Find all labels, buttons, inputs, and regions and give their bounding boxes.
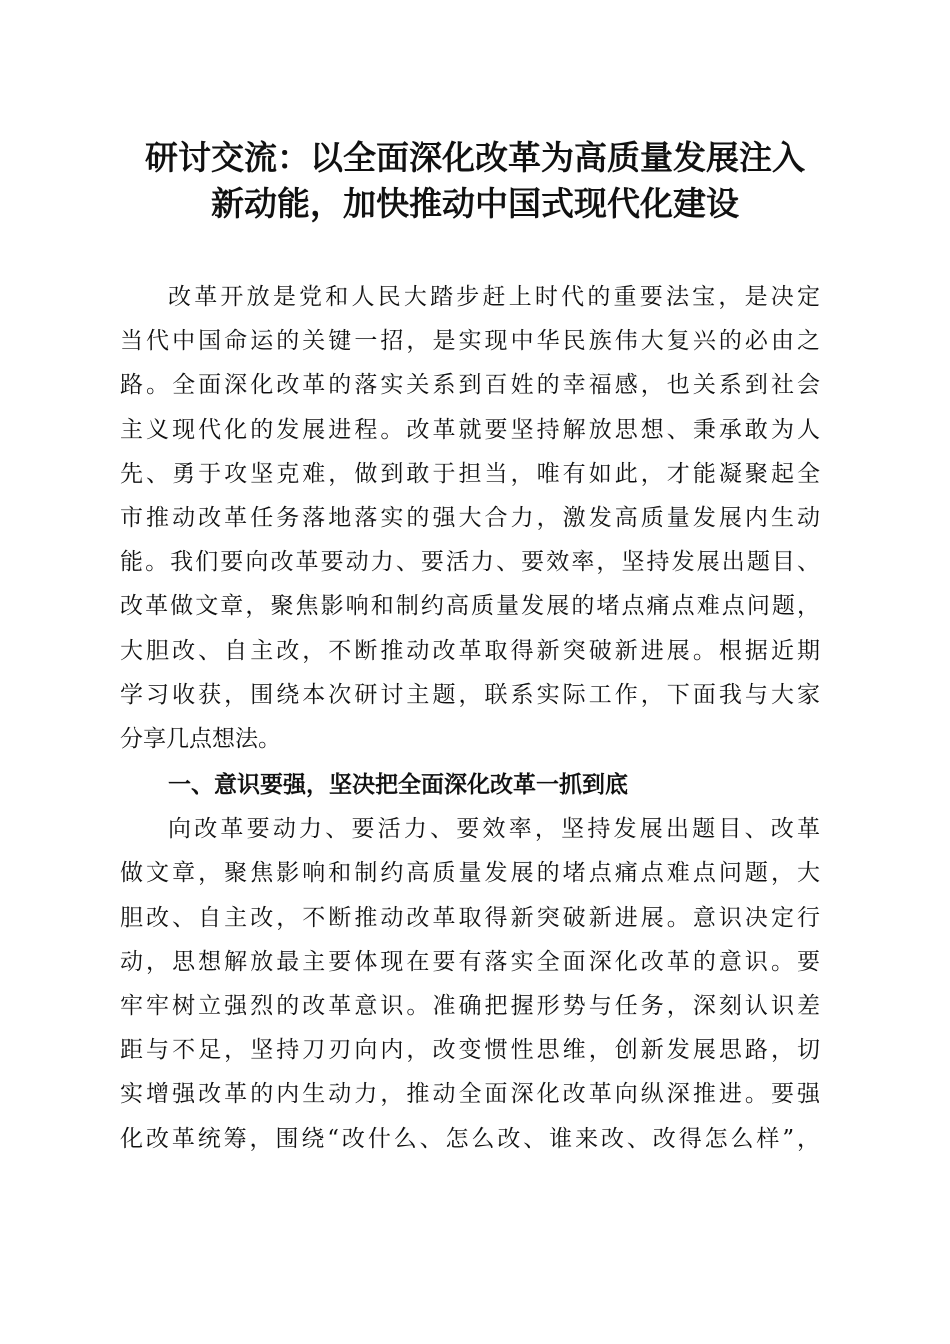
- paragraph-section1: [120, 807, 820, 1161]
- text-line: 做文章，聚焦影响和制约高质量发展的堵点痛点难点问题，大: [120, 860, 820, 887]
- text-line: 学习收获，围绕本次研讨主题，联系实际工作，下面我与大家: [120, 681, 820, 708]
- text-line: 主义现代化的发展进程。改革就要坚持解放思想、秉承敢为人: [120, 416, 820, 443]
- text-line: 大胆改、自主改，不断推动改革取得新突破新进展。根据近期: [120, 637, 820, 664]
- text-line: 向改革要动力、要活力、要效率，坚持发展出题目、改革: [168, 816, 820, 843]
- title-line: 新动能，加快推动中国式现代化建设: [211, 184, 739, 223]
- text-line: 路。全面深化改革的落实关系到百姓的幸福感，也关系到社会: [120, 372, 820, 399]
- text-line: 化改革统筹，围绕“改什么、怎么改、谁来改、改得怎么样”，: [120, 1125, 820, 1152]
- text-line: 距与不足，坚持刀刃向内，改变惯性思维，创新发展思路，切: [120, 1037, 820, 1064]
- text-line: 实增强改革的内生动力，推动全面深化改革向纵深推进。要强: [120, 1081, 820, 1108]
- text-line: 市推动改革任务落地落实的强大合力，激发高质量发展内生动: [120, 504, 820, 531]
- text-line: 改革做文章，聚焦影响和制约高质量发展的堵点痛点难点问题，: [120, 593, 820, 620]
- text-line: 先、勇于攻坚克难，做到敢于担当，唯有如此，才能凝聚起全: [120, 460, 820, 487]
- text-line: 牢牢树立强烈的改革意识。准确把握形势与任务，深刻认识差: [120, 993, 820, 1019]
- text-line: 分享几点想法。: [120, 725, 281, 752]
- document-title: [110, 135, 840, 227]
- text-line: 动，思想解放最主要体现在要有落实全面深化改革的意识。要: [120, 948, 820, 975]
- document-body: [120, 275, 820, 1161]
- paragraph-intro: [120, 275, 820, 761]
- text-line: 胆改、自主改，不断推动改革取得新突破新进展。意识决定行: [120, 904, 820, 931]
- text-line: 改革开放是党和人民大踏步赶上时代的重要法宝，是决定: [168, 284, 820, 310]
- text-line: 能。我们要向改革要动力、要活力、要效率，坚持发展出题目、: [120, 549, 820, 576]
- title-line: 研讨交流：以全面深化改革为高质量发展注入: [145, 138, 805, 177]
- text-line: 当代中国命运的关键一招，是实现中华民族伟大复兴的必由之: [120, 328, 820, 355]
- section-heading: 一、意识要强，坚决把全面深化改革一抓到底: [168, 772, 628, 799]
